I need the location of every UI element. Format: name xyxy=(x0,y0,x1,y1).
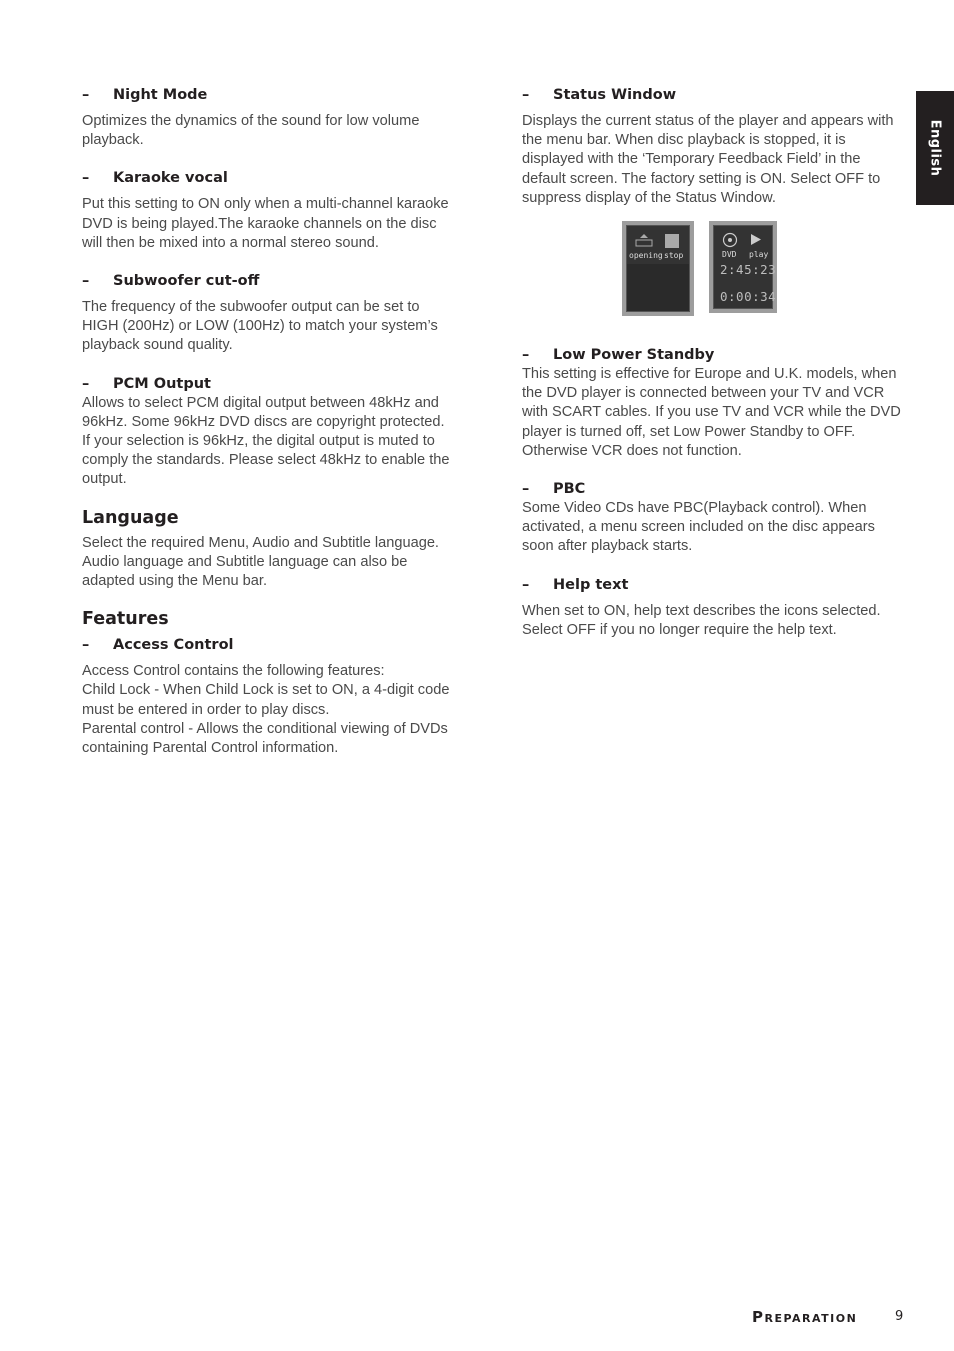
opening-label: opening xyxy=(629,251,663,261)
dash: – xyxy=(522,576,530,593)
status-screen-stopped xyxy=(622,221,694,316)
dash: – xyxy=(522,347,530,364)
play-icon xyxy=(750,233,762,246)
screen-panel xyxy=(713,225,777,309)
access-control-line-3: Parental control - Allows the conditional viewing of DVDs containing Parental Control information. xyxy=(82,720,448,757)
status-window-text: Displays the current status of the player and appears with the menu bar. When disc playback is stopped, it is displayed with the ‘Temporary Feedback Field’ in the default screen. The factory setting is ON. Select OFF to suppress display of the Status Window. xyxy=(522,113,894,206)
screen-panel xyxy=(626,225,690,312)
karaoke-text: Put this setting to ON only when a multi-channel karaoke DVD is being played.The karaoke channels on the disc will then be mixed into a normal stereo sound. xyxy=(82,196,449,251)
stop-label: stop xyxy=(664,251,684,261)
dash: – xyxy=(522,481,530,498)
subwoofer-title-text: Subwoofer cut-off xyxy=(113,273,260,290)
low-power-title-text: Low Power Standby xyxy=(553,347,715,364)
total-time: 2:45:23 xyxy=(720,262,777,278)
empty-display-area xyxy=(627,264,689,311)
right-column xyxy=(522,86,904,640)
pcm-title-text: PCM Output xyxy=(113,375,211,392)
dash: – xyxy=(82,87,90,103)
status-window-title xyxy=(522,86,904,104)
pbc-text: Some Video CDs have PBC(Playback control). When activated, a menu screen included on the disc appears soon after playback starts. xyxy=(522,500,875,555)
side-tab-label: English xyxy=(927,119,943,177)
status-window-title-text: Status Window xyxy=(553,87,677,103)
pcm-text: Allows to select PCM digital output between 48kHz and 96kHz. Some 96kHz DVD discs are copyright protected. If your selection is 96kHz, the digital output is muted to comply the standards. Please select 48kHz to enable the output. xyxy=(82,394,450,488)
language-heading: Language xyxy=(82,507,179,528)
dash: – xyxy=(82,170,90,187)
play-label: play xyxy=(749,250,769,260)
elapsed-time: 0:00:34 xyxy=(720,289,777,305)
stop-icon xyxy=(665,234,679,248)
pbc-title-text: PBC xyxy=(553,481,586,498)
footer-section-title: Preparation xyxy=(752,1308,858,1326)
night-mode-title-text: Night Mode xyxy=(113,87,208,103)
access-control-title-text: Access Control xyxy=(113,637,234,654)
dash: – xyxy=(82,375,90,392)
karaoke-title-text: Karaoke vocal xyxy=(113,170,228,187)
subwoofer-text: The frequency of the subwoofer output can be set to HIGH (200Hz) or LOW (100Hz) to match your system’s playback sound quality. xyxy=(82,299,438,354)
page-number: 9 xyxy=(895,1309,904,1324)
language-text: Select the required Menu, Audio and Subtitle language. Audio language and Subtitle language can also be adapted using the Menu bar. xyxy=(82,534,439,590)
dash: – xyxy=(522,87,530,103)
features-heading: Features xyxy=(82,609,169,630)
pbc-title xyxy=(522,480,904,498)
night-mode-title xyxy=(82,86,454,104)
disc-icon xyxy=(722,232,738,248)
low-power-title xyxy=(522,346,904,364)
access-control-line-2: Child Lock - When Child Lock is set to ON, a 4-digit code must be entered in order to play discs. xyxy=(82,682,450,718)
help-text-title xyxy=(522,576,904,594)
pcm-title xyxy=(82,375,454,393)
karaoke-title xyxy=(82,169,454,187)
left-column xyxy=(82,86,454,758)
status-screen-playing xyxy=(709,221,777,313)
dvd-label: DVD xyxy=(722,250,737,260)
dash: – xyxy=(82,273,90,290)
eject-icon xyxy=(635,233,653,247)
access-control-line-1: Access Control contains the following features: xyxy=(82,663,385,680)
language-side-tab xyxy=(916,91,954,205)
help-text-body: When set to ON, help text describes the icons selected. Select OFF if you no longer require the help text. xyxy=(522,602,881,638)
status-window-screens xyxy=(522,221,904,316)
access-control-title xyxy=(82,636,454,654)
dash: – xyxy=(82,637,90,654)
night-mode-text: Optimizes the dynamics of the sound for low volume playback. xyxy=(82,113,420,149)
help-text-title-text: Help text xyxy=(553,576,629,593)
low-power-text: This setting is effective for Europe and U.K. models, when the DVD player is connected between your TV and VCR with SCART cables. If you use TV and VCR while the DVD player is turned off, set Low Power Standby to OFF. Otherwise VCR does not function. xyxy=(522,366,901,459)
subwoofer-title xyxy=(82,272,454,290)
